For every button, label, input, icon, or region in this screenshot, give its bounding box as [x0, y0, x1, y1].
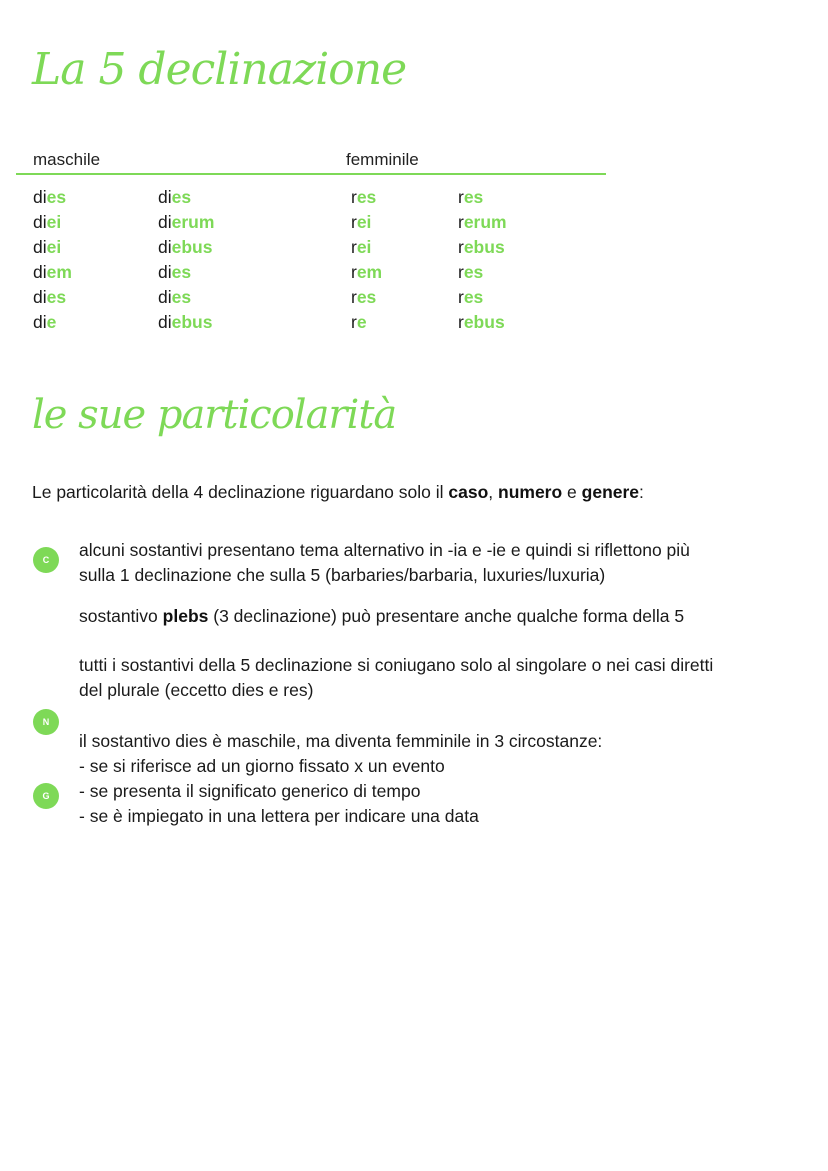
word-ending: es	[463, 262, 484, 282]
word-ending: es	[46, 187, 67, 207]
paragraph-tema-alternativo	[79, 538, 690, 588]
declension-cell	[458, 260, 507, 285]
declension-cell	[351, 210, 382, 235]
paragraph-plebs	[79, 604, 684, 629]
word-stem: r	[458, 262, 464, 282]
word-stem: di	[33, 212, 47, 232]
section-title: le sue particolarità	[32, 392, 397, 438]
word-stem: r	[351, 287, 357, 307]
word-ending: ebus	[171, 312, 213, 332]
declension-cell	[33, 210, 72, 235]
paragraph-numero	[79, 653, 713, 703]
declension-cell	[351, 260, 382, 285]
word-ending: em	[46, 262, 72, 282]
word-stem: r	[351, 237, 357, 257]
column-maschile-plurale	[158, 185, 214, 335]
declension-cell	[158, 260, 214, 285]
declension-cell	[351, 185, 382, 210]
paragraph-line: alcuni sostantivi presentano tema alternativo in -ia e -ie e quindi si riflettono più	[79, 540, 690, 560]
declension-cell	[33, 260, 72, 285]
word-ending: erum	[171, 212, 215, 232]
word-ending: ebus	[463, 237, 505, 257]
column-maschile-singolare	[33, 185, 72, 335]
badge-genere: G	[33, 783, 59, 809]
intro-sep-2: e	[562, 482, 582, 502]
paragraph-genere	[79, 729, 602, 829]
word-stem: di	[33, 287, 47, 307]
word-ending: es	[463, 187, 484, 207]
word-ending: es	[356, 287, 377, 307]
paragraph-line: tutti i sostantivi della 5 declinazione si coniugano solo al singolare o nei casi diretti	[79, 655, 714, 675]
intro-end: :	[639, 482, 644, 502]
word-ending: e	[46, 312, 57, 332]
word-stem: di	[158, 287, 172, 307]
declension-cell	[33, 310, 72, 335]
word-stem: r	[351, 312, 357, 332]
declension-cell	[33, 185, 72, 210]
declension-cell	[158, 285, 214, 310]
word-stem: di	[33, 262, 47, 282]
table-header-femminile: femminile	[346, 150, 419, 169]
word-ending: es	[171, 187, 192, 207]
word-stem: r	[458, 287, 464, 307]
word-ending: erum	[463, 212, 507, 232]
word-ending: ei	[46, 212, 62, 232]
word-stem: di	[158, 237, 172, 257]
intro-bold-numero: numero	[498, 482, 563, 502]
page-title: La 5 declinazione	[32, 44, 407, 95]
declension-cell	[33, 235, 72, 260]
word-stem: r	[458, 187, 464, 207]
word-ending: es	[356, 187, 377, 207]
word-stem: r	[351, 212, 357, 232]
word-ending: es	[171, 262, 192, 282]
paragraph-plebs-post: (3 declinazione) può presentare anche qualche forma della 5	[208, 606, 685, 626]
declension-cell	[458, 235, 507, 260]
word-ending: e	[356, 312, 367, 332]
word-ending: es	[463, 287, 484, 307]
word-ending: es	[46, 287, 67, 307]
declension-cell	[351, 235, 382, 260]
word-ending: em	[356, 262, 383, 282]
declension-cell	[351, 310, 382, 335]
badge-caso: C	[33, 547, 59, 573]
word-stem: r	[458, 237, 464, 257]
paragraph-plebs-pre: sostantivo	[79, 606, 163, 626]
intro-text-start: Le particolarità della 4 declinazione riguardano solo il	[32, 482, 449, 502]
badge-numero: N	[33, 709, 59, 735]
declension-cell	[458, 310, 507, 335]
word-stem: r	[458, 312, 464, 332]
intro-sep-1: ,	[488, 482, 498, 502]
word-ending: ebus	[171, 237, 213, 257]
paragraph-line: - se si riferisce ad un giorno fissato x un evento	[79, 756, 445, 776]
intro-bold-genere: genere	[581, 482, 640, 502]
word-stem: di	[158, 212, 172, 232]
declension-cell	[33, 285, 72, 310]
paragraph-line: del plurale (eccetto dies e res)	[79, 680, 314, 700]
word-stem: r	[351, 187, 357, 207]
column-femminile-singolare	[351, 185, 382, 335]
word-ending: ei	[46, 237, 62, 257]
paragraph-line: - se presenta il significato generico di tempo	[79, 781, 421, 801]
declension-cell	[458, 285, 507, 310]
word-stem: r	[458, 212, 464, 232]
intro-bold-caso: caso	[448, 482, 489, 502]
table-header-maschile: maschile	[33, 150, 101, 169]
word-ending: es	[171, 287, 192, 307]
declension-cell	[458, 185, 507, 210]
word-ending: ebus	[463, 312, 505, 332]
declension-cell	[158, 310, 214, 335]
word-stem: di	[158, 187, 172, 207]
intro-text	[32, 480, 644, 504]
column-femminile-plurale	[458, 185, 507, 335]
paragraph-line: il sostantivo dies è maschile, ma diventa femminile in 3 circostanze:	[79, 731, 603, 751]
declension-cell	[351, 285, 382, 310]
table-header-divider	[16, 173, 606, 175]
paragraph-line: - se è impiegato in una lettera per indicare una data	[79, 806, 479, 826]
paragraph-plebs-bold: plebs	[162, 606, 209, 626]
declension-cell	[158, 185, 214, 210]
declension-cell	[158, 210, 214, 235]
word-stem: di	[33, 312, 47, 332]
word-ending: ei	[356, 237, 372, 257]
word-stem: r	[351, 262, 357, 282]
declension-cell	[458, 210, 507, 235]
declension-cell	[158, 235, 214, 260]
word-ending: ei	[356, 212, 372, 232]
word-stem: di	[158, 312, 172, 332]
paragraph-line: sulla 1 declinazione che sulla 5 (barbaries/barbaria, luxuries/luxuria)	[79, 565, 606, 585]
word-stem: di	[33, 187, 47, 207]
word-stem: di	[33, 237, 47, 257]
word-stem: di	[158, 262, 172, 282]
